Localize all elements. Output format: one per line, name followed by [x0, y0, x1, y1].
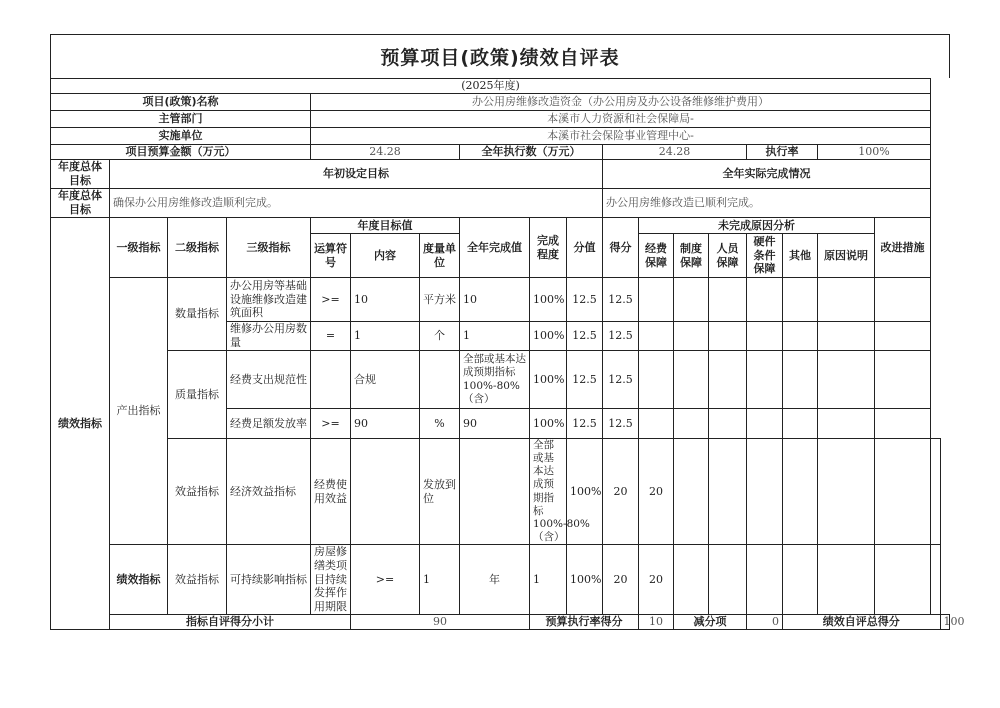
row6-hardware [783, 545, 818, 615]
row6-system [709, 545, 747, 615]
group-benefit-1: 效益指标 [168, 439, 227, 545]
row4-explain [818, 409, 875, 439]
group-quality: 质量指标 [168, 351, 227, 439]
row2-staff [709, 322, 747, 351]
dept-label: 主管部门 [51, 111, 311, 128]
header-score-val: 分值 [567, 218, 603, 278]
row6-op: >= [351, 545, 420, 615]
row4-score-got: 12.5 [603, 409, 639, 439]
row1-unit: 平方米 [420, 278, 460, 322]
row3-improve [875, 351, 931, 409]
row2-content: 1 [351, 322, 420, 351]
row3-explain [818, 351, 875, 409]
row2-score-val: 12.5 [567, 322, 603, 351]
total-value: 100 [940, 614, 949, 629]
row1-system [674, 278, 709, 322]
group-econ: 经济效益指标 [227, 439, 311, 545]
subtotal-value: 90 [351, 614, 530, 629]
row1-other [783, 278, 818, 322]
row2-l3: 维修办公用房数量 [227, 322, 311, 351]
row3-degree: 100% [530, 351, 567, 409]
row6-content: 1 [420, 545, 460, 615]
header-score-got: 得分 [603, 218, 639, 278]
row5-score-val: 20 [603, 439, 639, 545]
evaluation-table [50, 78, 965, 630]
header-system: 制度保障 [674, 234, 709, 278]
perf-indicator-label: 绩效指标 [51, 218, 110, 630]
row4-fund [639, 409, 674, 439]
row6-other [818, 545, 875, 615]
row4-improve [875, 409, 931, 439]
row1-content: 10 [351, 278, 420, 322]
row4-done: 90 [460, 409, 530, 439]
group-sustain: 可持续影响指标 [227, 545, 311, 615]
row5-content: 发放到位 [420, 439, 460, 545]
row6-score-val: 20 [603, 545, 639, 615]
header-degree: 完成程度 [530, 218, 567, 278]
row4-score-val: 12.5 [567, 409, 603, 439]
header-l3: 三级指标 [227, 218, 311, 278]
project-name: 办公用房维修改造资金（办公用房及办公设备维修维护费用） [311, 94, 931, 111]
row5-hardware [783, 439, 818, 545]
row3-op [311, 351, 351, 409]
evaluation-sheet [50, 34, 965, 630]
row2-op: = [311, 322, 351, 351]
row3-system [674, 351, 709, 409]
row3-content: 合规 [351, 351, 420, 409]
row5-degree: 100% [567, 439, 603, 545]
year-label: (2025年度) [51, 79, 931, 94]
initial-goal-header: 年初设定目标 [110, 160, 603, 189]
budget-label: 项目预算金额（万元） [51, 145, 311, 160]
row6-unit: 年 [460, 545, 530, 615]
row1-op: >= [311, 278, 351, 322]
header-l1: 一级指标 [110, 218, 168, 278]
row5-explain [875, 439, 931, 545]
row1-done: 10 [460, 278, 530, 322]
row1-explain [818, 278, 875, 322]
header-unit: 度量单位 [420, 234, 460, 278]
row6-improve [931, 545, 940, 615]
unit-label: 实施单位 [51, 128, 311, 145]
row4-other [783, 409, 818, 439]
row5-other [818, 439, 875, 545]
row3-score-got: 12.5 [603, 351, 639, 409]
row5-improve [931, 439, 940, 545]
row2-explain [818, 322, 875, 351]
row1-score-val: 12.5 [567, 278, 603, 322]
row6-staff [747, 545, 783, 615]
row4-staff [709, 409, 747, 439]
rate-label: 执行率 [747, 145, 818, 160]
row5-unit [460, 439, 530, 545]
row2-system [674, 322, 709, 351]
row1-fund [639, 278, 674, 322]
row6-explain [875, 545, 931, 615]
row1-degree: 100% [530, 278, 567, 322]
row6-done: 1 [530, 545, 567, 615]
header-explain: 原因说明 [818, 234, 875, 278]
header-staff: 人员保障 [709, 234, 747, 278]
row2-fund [639, 322, 674, 351]
actual-goal-text: 办公用房维修改造已顺利完成。 [603, 189, 931, 218]
row6-score-got: 20 [639, 545, 674, 615]
project-name-label: 项目(政策)名称 [51, 94, 311, 111]
header-fund: 经费保障 [639, 234, 674, 278]
row3-unit [420, 351, 460, 409]
page-title: 预算项目(政策)绩效自评表 [380, 47, 620, 69]
actual-goal-header: 全年实际完成情况 [603, 160, 931, 189]
row5-l3: 经费使用效益 [311, 439, 351, 545]
row2-other [783, 322, 818, 351]
deduct-value: 0 [747, 614, 783, 629]
perf-indicator-label-2: 绩效指标 [110, 545, 168, 615]
row4-unit: % [420, 409, 460, 439]
row5-fund [674, 439, 709, 545]
row3-fund [639, 351, 674, 409]
total-label: 绩效自评总得分 [783, 614, 941, 629]
group-quantity: 数量指标 [168, 278, 227, 351]
row3-score-val: 12.5 [567, 351, 603, 409]
exec-score-value: 10 [639, 614, 674, 629]
row5-staff [747, 439, 783, 545]
row5-op [351, 439, 420, 545]
subtotal-label: 指标自评得分小计 [110, 614, 351, 629]
row2-unit: 个 [420, 322, 460, 351]
goal-row-label: 年度总体目标 [51, 160, 110, 189]
row1-score-got: 12.5 [603, 278, 639, 322]
row4-degree: 100% [530, 409, 567, 439]
group-benefit-2: 效益指标 [168, 545, 227, 615]
row2-hardware [747, 322, 783, 351]
row5-done: 全部或基本达成预期指标100%-80%（含） [530, 439, 567, 545]
header-op: 运算符号 [311, 234, 351, 278]
row2-improve [875, 322, 931, 351]
row3-l3: 经费支出规范性 [227, 351, 311, 409]
header-l2: 二级指标 [168, 218, 227, 278]
row1-improve [875, 278, 931, 322]
header-done: 全年完成值 [460, 218, 530, 278]
row5-score-got: 20 [639, 439, 674, 545]
executed-label: 全年执行数（万元） [460, 145, 603, 160]
exec-score-label: 预算执行率得分 [530, 614, 639, 629]
unit-value: 本溪市社会保险事业管理中心- [311, 128, 931, 145]
row6-l3: 房屋修缮类项目持续发挥作用期限 [311, 545, 351, 615]
row1-l3: 办公用房等基础设施维修改造建筑面积 [227, 278, 311, 322]
row3-hardware [747, 351, 783, 409]
title-box [50, 34, 950, 78]
deduct-label: 减分项 [674, 614, 747, 629]
goal-row-label-2: 年度总体目标 [51, 189, 110, 218]
header-other: 其他 [783, 234, 818, 278]
row2-degree: 100% [530, 322, 567, 351]
header-content: 内容 [351, 234, 420, 278]
initial-goal-text: 确保办公用房维修改造顺利完成。 [110, 189, 603, 218]
budget-value: 24.28 [311, 145, 460, 160]
header-improve: 改进措施 [875, 218, 931, 278]
row3-done: 全部或基本达成预期指标100%-80%（含） [460, 351, 530, 409]
dept-value: 本溪市人力资源和社会保障局- [311, 111, 931, 128]
row4-l3: 经费足额发放率 [227, 409, 311, 439]
row3-staff [709, 351, 747, 409]
header-hardware: 硬件条件保障 [747, 234, 783, 278]
row4-hardware [747, 409, 783, 439]
header-reason: 未完成原因分析 [639, 218, 875, 234]
row1-hardware [747, 278, 783, 322]
rate-value: 100% [818, 145, 931, 160]
row4-system [674, 409, 709, 439]
row4-content: 90 [351, 409, 420, 439]
header-annual-target: 年度目标值 [311, 218, 460, 234]
row5-system [709, 439, 747, 545]
executed-value: 24.28 [603, 145, 747, 160]
row2-score-got: 12.5 [603, 322, 639, 351]
row4-op: >= [311, 409, 351, 439]
row2-done: 1 [460, 322, 530, 351]
row6-degree: 100% [567, 545, 603, 615]
row3-other [783, 351, 818, 409]
group-output: 产出指标 [110, 278, 168, 545]
row6-fund [674, 545, 709, 615]
row1-staff [709, 278, 747, 322]
